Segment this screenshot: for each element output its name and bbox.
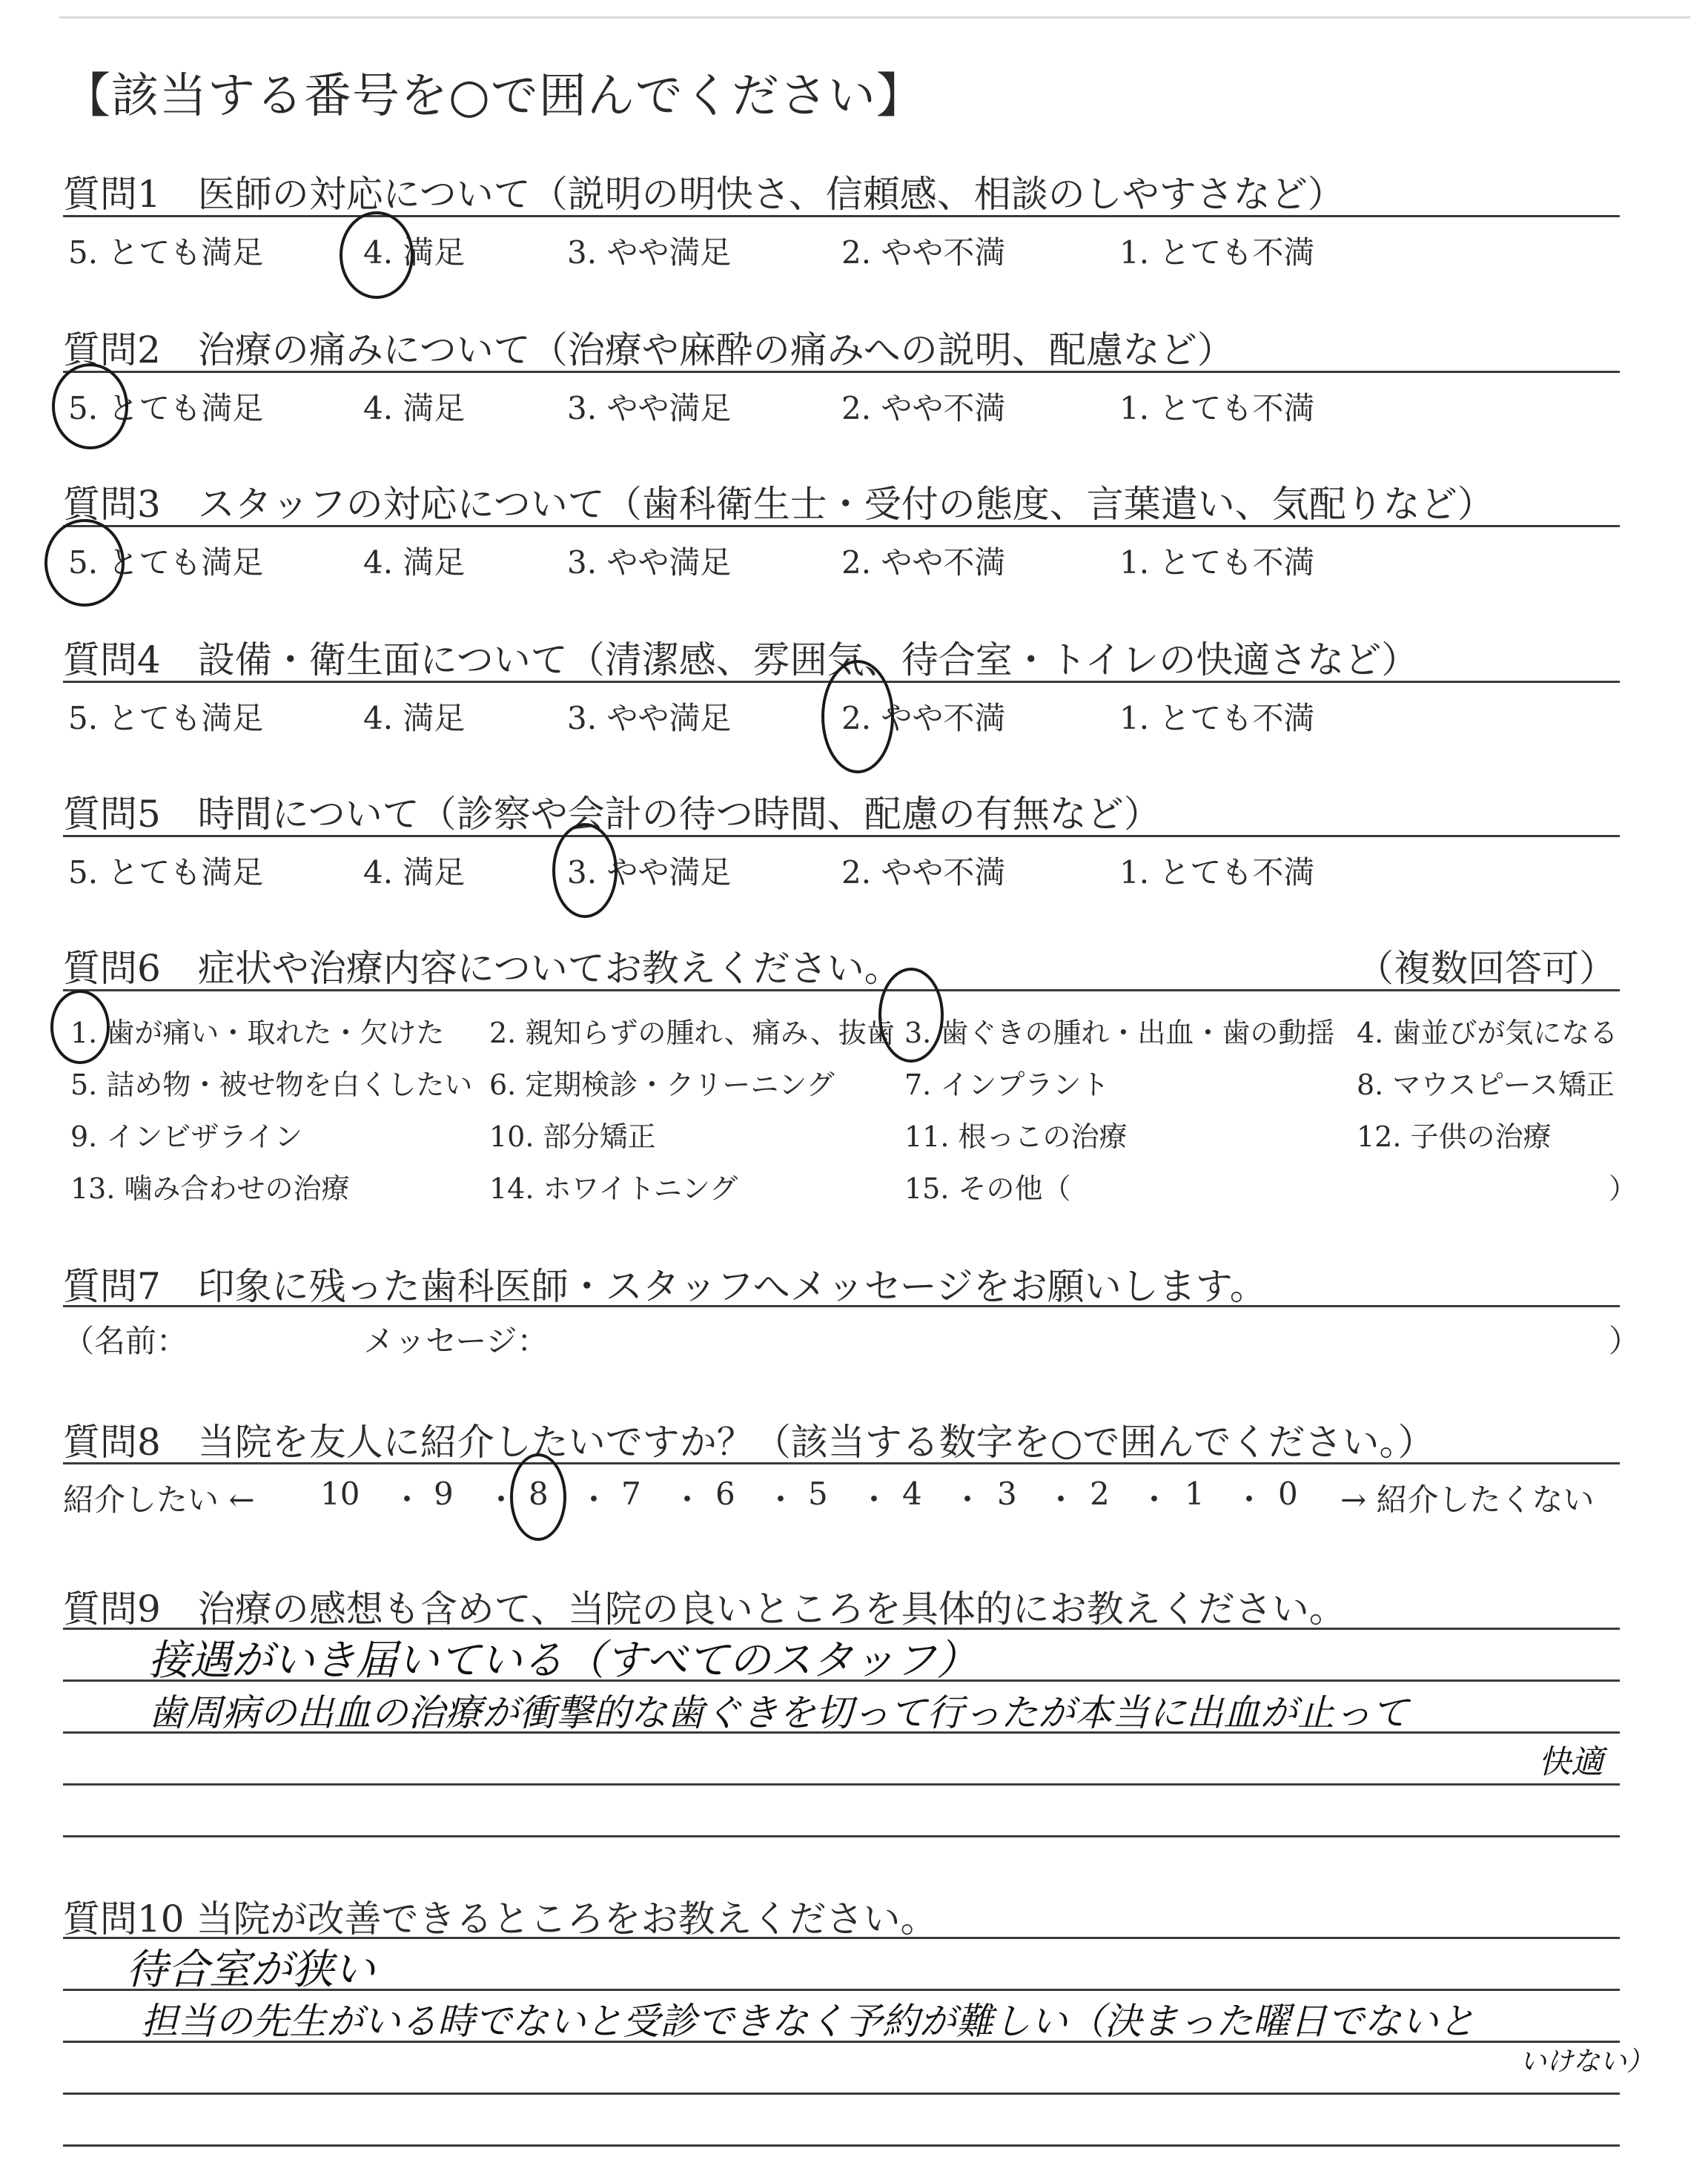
q1-option-4[interactable]: 4. 満足 (363, 234, 466, 271)
q8-separator: ・ (765, 1482, 797, 1518)
question-4-title: 質問4 設備・衛生面について（清潔感、雰囲気、待合室・トイレの快適さなど） (63, 638, 1419, 681)
q6-option-10[interactable]: 10. 部分矯正 (489, 1120, 656, 1153)
q1-selection-circle (340, 211, 414, 299)
q3-selection-circle (44, 519, 125, 607)
q3-option-1[interactable]: 1. とても不満 (1119, 544, 1315, 581)
q4-selection-circle (821, 660, 894, 773)
q6-option-2[interactable]: 2. 親知らずの腫れ、痛み、抜歯 (489, 1017, 895, 1049)
question-10-rule-4 (63, 2093, 1620, 2095)
q7-close-paren: ） (1609, 1323, 1641, 1359)
question-9-rule-4 (63, 1783, 1620, 1786)
q6-option-11[interactable]: 11. 根っこの治療 (904, 1120, 1128, 1153)
question-1-title: 質問1 医師の対応について（説明の明快さ、信頼感、相談のしやすさなど） (63, 173, 1345, 216)
q7-message-label: メッセージ： (363, 1323, 549, 1359)
q8-separator: ・ (391, 1482, 423, 1518)
q1-option-5[interactable]: 5. とても満足 (68, 234, 264, 271)
q8-score-7[interactable]: 7 (621, 1476, 641, 1512)
question-8-title: 質問8 当院を友人に紹介したいですか？（該当する数字を○で囲んでください。） (63, 1421, 1435, 1464)
question-3-rule (63, 525, 1620, 527)
q2-option-3[interactable]: 3. やや満足 (567, 390, 732, 426)
q6-option-13[interactable]: 13. 噛み合わせの治療 (70, 1172, 350, 1205)
q6-option-7[interactable]: 7. インプラント (904, 1069, 1110, 1101)
question-2-title: 質問2 治療の痛みについて（治療や麻酔の痛みへの説明、配慮など） (63, 328, 1234, 371)
q8-score-1[interactable]: 1 (1185, 1476, 1205, 1512)
q8-score-8[interactable]: 8 (529, 1476, 549, 1512)
q4-option-1[interactable]: 1. とても不満 (1119, 700, 1315, 736)
q8-score-4[interactable]: 4 (902, 1476, 922, 1512)
question-6-note: （複数回答可） (1357, 947, 1616, 990)
question-1-rule (63, 215, 1620, 217)
q8-separator: ・ (578, 1482, 610, 1518)
question-7-title: 質問7 印象に残った歯科医師・スタッフへメッセージをお願いします。 (63, 1265, 1267, 1308)
q1-option-1[interactable]: 1. とても不満 (1119, 234, 1315, 271)
q4-option-4[interactable]: 4. 満足 (363, 700, 466, 736)
q8-score-10[interactable]: 10 (320, 1476, 360, 1512)
q6-option-3[interactable]: 3. 歯ぐきの腫れ・出血・歯の動揺 (904, 1017, 1335, 1049)
q5-option-4[interactable]: 4. 満足 (363, 854, 466, 891)
q8-score-5[interactable]: 5 (808, 1476, 828, 1512)
q6-option-12[interactable]: 12. 子供の治療 (1357, 1120, 1552, 1153)
q5-option-2[interactable]: 2. やや不満 (841, 854, 1006, 891)
q8-left-label: 紹介したい ← (63, 1482, 255, 1518)
q3-option-5[interactable]: 5. とても満足 (68, 544, 264, 581)
question-10-title: 質問10 当院が改善できるところをお教えください。 (63, 1898, 938, 1941)
q10-answer-line-3: いけない） (1520, 2047, 1654, 2077)
q8-separator: ・ (486, 1482, 517, 1518)
q8-score-0[interactable]: 0 (1278, 1476, 1298, 1512)
question-5-title: 質問5 時間について（診察や会計の待つ時間、配慮の有無など） (63, 793, 1161, 836)
question-10-rule-5 (63, 2144, 1620, 2147)
q6-option-8[interactable]: 8. マウスピース矯正 (1357, 1069, 1615, 1101)
q6-option-5[interactable]: 5. 詰め物・被せ物を白くしたい (70, 1069, 473, 1101)
question-5-rule (63, 835, 1620, 837)
q8-score-9[interactable]: 9 (434, 1476, 454, 1512)
q8-separator: ・ (672, 1482, 704, 1518)
q10-answer-line-1: 待合室が狭い (126, 1946, 375, 1994)
q9-answer-line-3: 快適 (1538, 1743, 1603, 1781)
q6-option-6[interactable]: 6. 定期検診・クリーニング (489, 1069, 835, 1101)
question-2-rule (63, 371, 1620, 373)
question-7-rule (63, 1305, 1620, 1307)
q6-option-4[interactable]: 4. 歯並びが気になる (1357, 1017, 1618, 1049)
q2-option-5[interactable]: 5. とても満足 (68, 390, 264, 426)
q5-selection-circle (552, 823, 618, 918)
q6-selection-circle-1 (50, 990, 110, 1064)
q8-separator: ・ (1139, 1482, 1171, 1518)
q2-option-2[interactable]: 2. やや不満 (841, 390, 1006, 426)
top-divider (59, 16, 1690, 19)
q1-option-2[interactable]: 2. やや不満 (841, 234, 1006, 271)
q6-option-15[interactable]: 15. その他（ (904, 1172, 1071, 1205)
question-9-rule-5 (63, 1835, 1620, 1837)
q3-option-3[interactable]: 3. やや満足 (567, 544, 732, 581)
question-8-rule (63, 1462, 1620, 1464)
q5-option-5[interactable]: 5. とても満足 (68, 854, 264, 891)
instruction-heading: 【該当する番号を○で囲んでください】 (63, 69, 924, 124)
q8-right-label: → 紹介したくない (1340, 1482, 1595, 1518)
q9-answer-line-1: 接遇がいき届いている（すべてのスタッフ） (148, 1636, 978, 1685)
q6-selection-circle-3 (878, 968, 944, 1063)
question-9-title: 質問9 治療の感想も含めて、当院の良いところを具体的にお教えください。 (63, 1588, 1346, 1631)
q6-option-1[interactable]: 1. 歯が痛い・取れた・欠けた (70, 1017, 445, 1049)
q8-separator: ・ (858, 1482, 890, 1518)
q6-option-14[interactable]: 14. ホワイトニング (489, 1172, 738, 1205)
q3-option-2[interactable]: 2. やや不満 (841, 544, 1006, 581)
q8-score-6[interactable]: 6 (715, 1476, 735, 1512)
q2-selection-circle (52, 363, 128, 449)
question-6-rule (63, 989, 1620, 991)
q3-option-4[interactable]: 4. 満足 (363, 544, 466, 581)
q8-separator: ・ (1234, 1482, 1265, 1518)
q8-score-3[interactable]: 3 (997, 1476, 1017, 1512)
q8-separator: ・ (1045, 1482, 1077, 1518)
q6-other-close-paren: ） (1609, 1172, 1638, 1205)
q2-option-4[interactable]: 4. 満足 (363, 390, 466, 426)
q4-option-5[interactable]: 5. とても満足 (68, 700, 264, 736)
q4-option-3[interactable]: 3. やや満足 (567, 700, 732, 736)
q8-selection-circle (510, 1453, 566, 1541)
question-3-title: 質問3 スタッフの対応について（歯科衛生士・受付の態度、言葉遣い、気配りなど） (63, 483, 1494, 526)
q7-name-label: （名前： (63, 1323, 188, 1359)
q5-option-1[interactable]: 1. とても不満 (1119, 854, 1315, 891)
q5-option-3[interactable]: 3. やや満足 (567, 854, 732, 891)
q8-score-2[interactable]: 2 (1090, 1476, 1110, 1512)
q6-option-9[interactable]: 9. インビザライン (70, 1120, 303, 1153)
q4-option-2[interactable]: 2. やや不満 (841, 700, 1006, 736)
q2-option-1[interactable]: 1. とても不満 (1119, 390, 1315, 426)
q1-option-3[interactable]: 3. やや満足 (567, 234, 732, 271)
q8-separator: ・ (952, 1482, 984, 1518)
q10-answer-line-2: 担当の先生がいる時でないと受診できなく予約が難しい（決まった曜日でないと (141, 2000, 1475, 2043)
q9-answer-line-2: 歯周病の出血の治療が衝撃的な歯ぐきを切って行ったが本当に出血が止って (148, 1691, 1409, 1734)
question-6-title: 質問6 症状や治療内容についてお教えください。 (63, 947, 901, 990)
